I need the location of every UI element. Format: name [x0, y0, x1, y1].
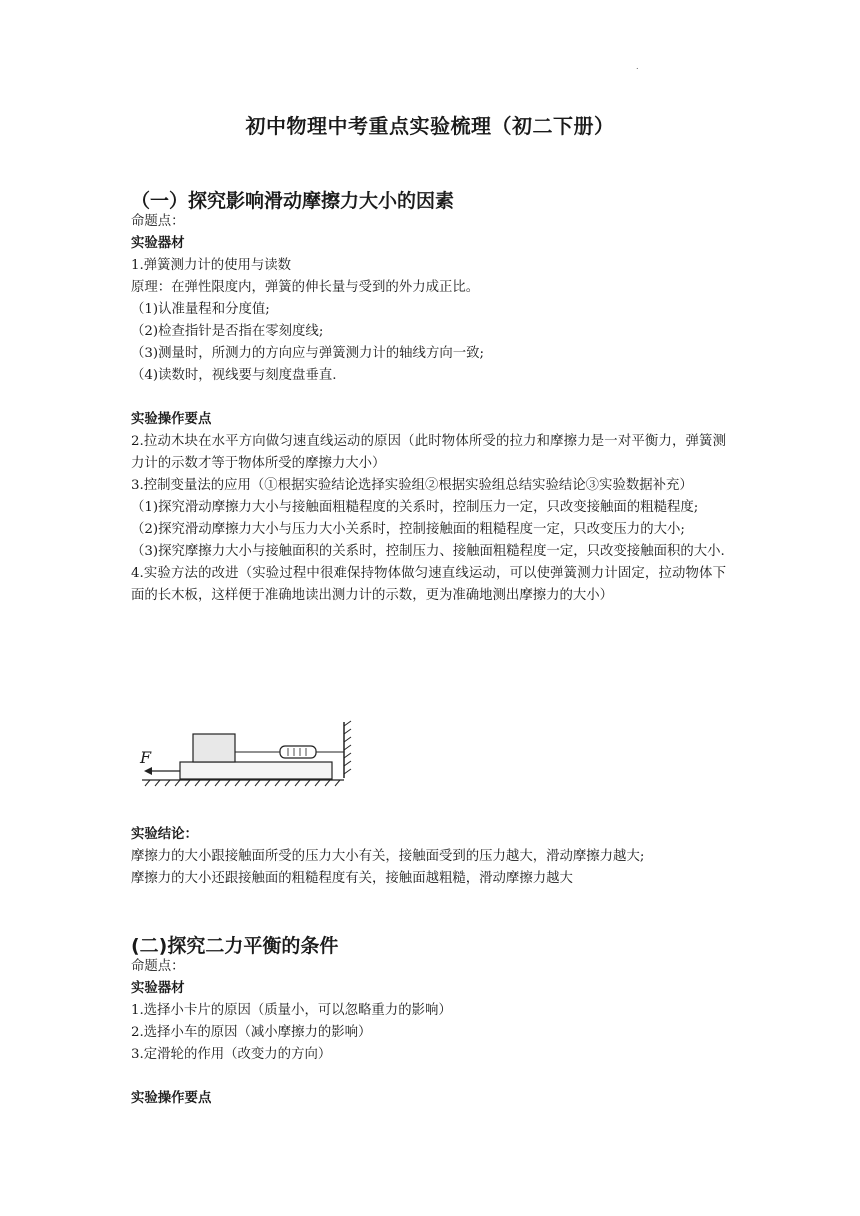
section2-equipment-label: 实验器材	[131, 981, 185, 996]
page-title: 初中物理中考重点实验梳理（初二下册）	[245, 114, 615, 138]
operation-item: 4.实验方法的改进（实验过程中很难保持物体做匀速直线运动，可以使弹簧测力计固定，拉动物体下面的长木板，这样便于准确地读出测力计的示数，更为准确地测出摩擦力的大小）	[131, 566, 726, 603]
equipment-item: （1)认准量程和分度值;	[131, 302, 270, 317]
section1-conclusion	[131, 824, 731, 890]
section2-body	[131, 956, 731, 1110]
operation-item: （3)探究摩擦力大小与接触面积的关系时，控制压力、接触面粗糙程度一定，只改变接触面积的大小.	[131, 544, 725, 559]
wooden-block	[193, 734, 235, 762]
header-mark: .	[636, 62, 639, 71]
section2-heading: (二)探究二力平衡的条件	[131, 935, 339, 957]
conclusion-line: 摩擦力的大小跟接触面所受的压力大小有关，接触面受到的压力越大，滑动摩擦力越大;	[131, 849, 645, 864]
section1-conclusion-label: 实验结论：	[131, 827, 198, 842]
section1-body	[131, 211, 731, 607]
section1-equipment-label: 实验器材	[131, 236, 185, 251]
section1-proposition-label: 命题点：	[131, 214, 185, 229]
operation-item: 3.控制变量法的应用（①根据实验结论选择实验组②根据实验组总结实验结论③实验数据补充）	[131, 478, 693, 493]
friction-apparatus-figure	[138, 718, 362, 792]
operation-item: （2)探究滑动摩擦力大小与压力大小关系时，控制接触面的粗糙程度一定，只改变压力的大小;	[131, 522, 685, 537]
section2-proposition-label: 命题点：	[131, 959, 185, 974]
section1-operation-label: 实验操作要点	[131, 412, 212, 427]
section2-operation-label: 实验操作要点	[131, 1091, 212, 1106]
equipment-item: 3.定滑轮的作用（改变力的方向）	[131, 1047, 332, 1062]
equipment-item: 1.弹簧测力计的使用与读数	[131, 258, 292, 273]
operation-item: （1)探究滑动摩擦力大小与接触面粗糙程度的关系时，控制压力一定，只改变接触面的粗糙程度;	[131, 500, 699, 515]
equipment-item: （4)读数时，视线要与刻度盘垂直.	[131, 368, 337, 383]
operation-item: 2.拉动木块在水平方向做匀速直线运动的原因（此时物体所受的拉力和摩擦力是一对平衡力，弹簧测力计的示数才等于物体所受的摩擦力大小）	[131, 434, 726, 471]
conclusion-line: 摩擦力的大小还跟接触面的粗糙程度有关，接触面越粗糙，滑动摩擦力越大	[131, 871, 573, 886]
friction-apparatus-diagram	[138, 718, 362, 792]
spring-scale	[280, 746, 316, 758]
equipment-item: （2)检查指针是否指在零刻度线;	[131, 324, 324, 339]
equipment-item: 1.选择小卡片的原因（质量小，可以忽略重力的影响）	[131, 1003, 452, 1018]
equipment-item: （3)测量时，所测力的方向应与弹簧测力计的轴线方向一致;	[131, 346, 485, 361]
equipment-item: 原理：在弹性限度内，弹簧的伸长量与受到的外力成正比。	[131, 280, 480, 295]
equipment-item: 2.选择小车的原因（减小摩擦力的影响）	[131, 1025, 372, 1040]
force-label: F	[140, 748, 152, 767]
section1-heading: （一）探究影响滑动摩擦力大小的因素	[131, 190, 455, 212]
long-board	[180, 762, 332, 779]
